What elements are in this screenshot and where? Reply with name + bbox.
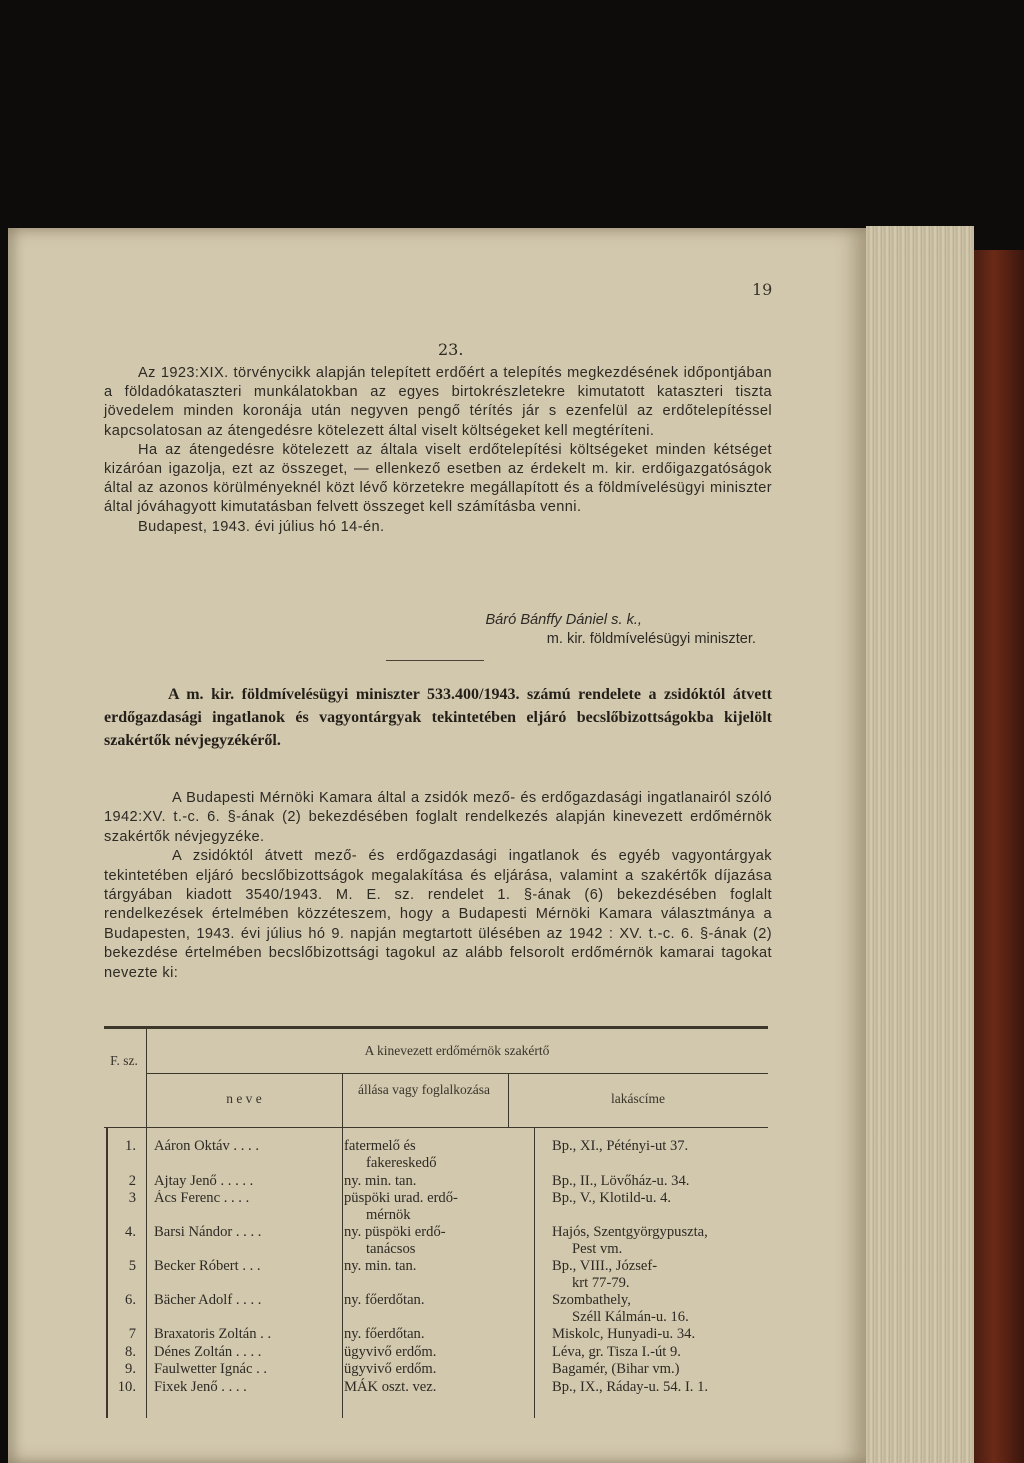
row-address: Bp., V., Klotild-u. 4. <box>552 1190 672 1206</box>
row-name: Bächer Adolf . . . . <box>154 1292 262 1308</box>
body-paragraph-1: A Budapesti Mérnöki Kamara által a zsidók mező- és erdőgazdasági ingatlanairól szóló 1942:XV. t.-c. 6. §-ának (2) bekezdésében foglalt rendelkezés alapján kinevezett erdőmérnök szakértők névjegyzéke. <box>104 790 772 845</box>
row-number: 2 <box>128 1173 136 1189</box>
row-occupation-cont: fakereskedő <box>366 1155 437 1171</box>
row-number: 1. <box>125 1138 136 1154</box>
paragraph-2: Ha az átengedésre kötelezett az általa viselt erdőtelepítési költségeket minden kétséget kizáróan igazolja, ezt az összeget, — ellenkező esetben az érdekelt m. kir. erdőigazgatóságok által az azonos körülményeknél közt lévő körzetekre megállapított és a földmívelésügyi miniszter által jóváhagyott kimutatásban felvett összeget kell számításba venni. <box>104 441 772 516</box>
row-address: Hajós, Szentgyörgypuszta, <box>552 1224 708 1240</box>
table-body <box>104 1128 768 1418</box>
row-name: Ács Ferenc . . . . <box>154 1190 250 1206</box>
signature-name: Báró Bánffy Dániel s. k., <box>485 612 642 628</box>
row-address: Bagamér, (Bihar vm.) <box>552 1361 680 1377</box>
row-occupation-cont: mérnök <box>366 1207 411 1223</box>
decree-body <box>104 789 772 983</box>
book-cover <box>974 250 1024 1463</box>
row-address: Bp., IX., Ráday-u. 54. I. 1. <box>552 1379 709 1395</box>
page-number: 19 <box>752 280 773 299</box>
col-header-name: n e v e <box>226 1091 262 1106</box>
row-address-cont: Pest vm. <box>572 1241 623 1257</box>
row-number: 7 <box>128 1326 136 1342</box>
row-name: Dénes Zoltán . . . . <box>154 1344 262 1360</box>
row-occupation: püspöki urad. erdő- <box>344 1190 458 1206</box>
row-number: 9. <box>125 1361 136 1377</box>
row-address: Bp., II., Lövőház-u. 34. <box>552 1173 690 1189</box>
row-number: 10. <box>117 1379 136 1395</box>
row-name: Braxatoris Zoltán . . <box>154 1326 272 1342</box>
col-header-address: lakáscíme <box>611 1091 665 1106</box>
row-occupation: ny. főerdőtan. <box>344 1292 425 1308</box>
row-number: 3 <box>128 1190 136 1206</box>
heading-lead: A m. kir. földmívelésügyi miniszter 533.400/1943. számú <box>168 686 571 703</box>
col-header-job: állása vagy foglalkozása <box>358 1082 490 1097</box>
decree-heading <box>104 683 772 752</box>
row-name: Becker Róbert . . . <box>154 1258 261 1274</box>
row-address-cont: Széll Kálmán-u. 16. <box>572 1309 689 1325</box>
body-paragraph-2: A zsidóktól átvett mező- és erdőgazdasági ingatlanok és egyéb vagyontárgyak tekintetében eljáró becslőbizottságok megalakítása és eljárása, valamint a szakértők díjazása tárgyában kiadott 3540/1943. M. E. sz. rendelet 1. §-ának (6) bekezdésében foglalt rendelkezések értelmében közzéteszem, hogy a Budapesti Mérnöki Kamara választmánya a Budapesten, 1943. évi július hó 9. napján megtartott ülésében az 1942 : XV. t.-c. 6. §-ának (2) bekezdése értelmében becslőbizottsági tagokul az alább felsorolt erdőmérnök kamarai tagokat nevezte ki: <box>104 848 772 981</box>
row-name: Fixek Jenő . . . . <box>154 1379 247 1395</box>
paragraph-1: Az 1923:XIX. törvénycikk alapján telepített erdőért a telepítés megkezdésének időpontjában a földadókataszteri munkálatokban az egyes birtokrészletekre kimutatott kataszteri tiszta jövedelem minden koronája után negyven pengő térítés jár s ezenfelül az erdőtelepítéssel kapcsolatosan az átengedésre kötelezett által viselt költségeket kell megtéríteni. <box>104 365 772 439</box>
heading-rest: rendelete a zsidóktól átvett erdőgazdasági ingatlanok és vagyontárgyak tekintetében eljáró becslőbizottságokba kijelölt szakértők névjegyzékéről. <box>104 686 773 749</box>
row-address: Bp., XI., Pétényi-ut 37. <box>552 1138 689 1154</box>
row-address: Miskolc, Hunyadi-u. 34. <box>552 1326 696 1342</box>
signature-title: m. kir. földmívelésügyi miniszter. <box>546 631 756 647</box>
header-divider <box>342 1074 343 1127</box>
row-address-cont: krt 77-79. <box>572 1275 630 1291</box>
col-header-number: F. sz. <box>110 1053 138 1068</box>
row-occupation: ny. püspöki erdő- <box>344 1224 446 1240</box>
row-occupation: fatermelő és <box>344 1138 416 1154</box>
row-occupation: ny. főerdőtan. <box>344 1326 425 1342</box>
row-occupation: MÁK oszt. vez. <box>344 1379 437 1395</box>
row-name: Faulwetter Ignác . . <box>154 1361 268 1377</box>
body-divider <box>534 1128 535 1418</box>
page-edges <box>866 226 974 1463</box>
section-number: 23. <box>438 340 464 359</box>
body-divider <box>146 1128 147 1418</box>
row-occupation: ügyvivő erdőm. <box>344 1361 437 1377</box>
row-number: 5 <box>128 1258 136 1274</box>
row-occupation: ny. min. tan. <box>344 1258 417 1274</box>
header-subrule <box>146 1073 768 1074</box>
divider <box>386 660 484 661</box>
table-header <box>104 1029 768 1128</box>
row-name: Ajtay Jenő . . . . . <box>154 1173 254 1189</box>
row-address: Léva, gr. Tisza I.-út 9. <box>552 1344 681 1360</box>
row-occupation: ügyvivő erdőm. <box>344 1344 437 1360</box>
row-occupation: ny. min. tan. <box>344 1173 417 1189</box>
row-number: 4. <box>125 1224 136 1240</box>
experts-table <box>104 1026 768 1418</box>
paragraph-date: Budapest, 1943. évi július hó 14-én. <box>138 518 385 535</box>
decree-text <box>104 364 772 537</box>
row-occupation-cont: tanácsos <box>366 1241 416 1257</box>
row-address: Bp., VIII., József- <box>552 1258 658 1274</box>
row-name: Barsi Nándor . . . . <box>154 1224 262 1240</box>
group-header: A kinevezett erdőmérnök szakértő <box>364 1043 550 1058</box>
row-number: 6. <box>125 1292 136 1308</box>
row-number: 8. <box>125 1344 136 1360</box>
row-name: Aáron Oktáv . . . . <box>154 1138 259 1154</box>
row-address: Szombathely, <box>552 1292 631 1308</box>
